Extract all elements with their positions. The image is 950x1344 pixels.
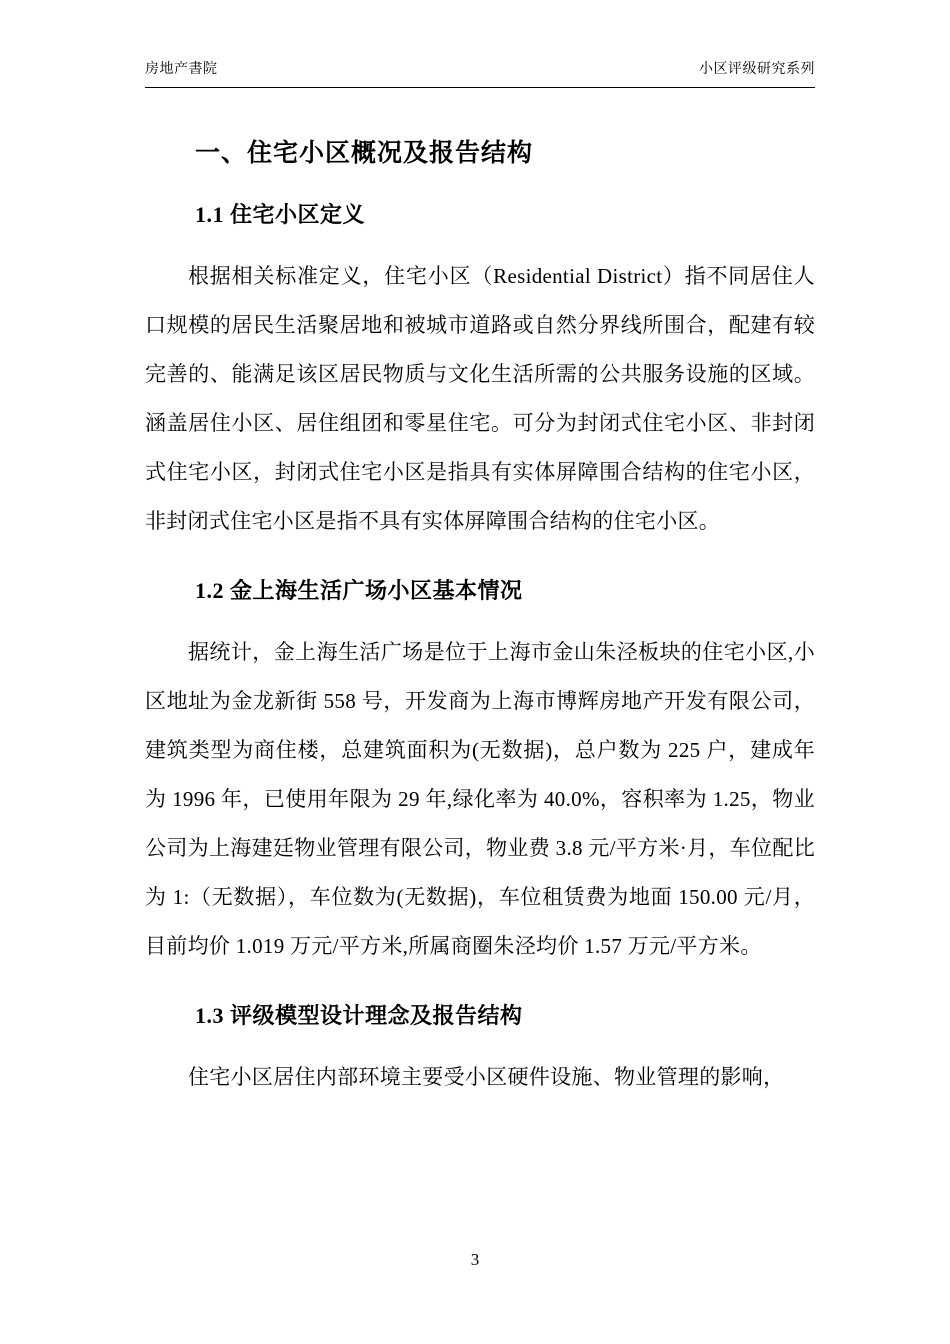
subsection-heading-1-3: 1.3 评级模型设计理念及报告结构: [195, 1003, 523, 1028]
section-heading: 一、住宅小区概况及报告结构: [195, 140, 534, 167]
page-footer: [0, 1250, 950, 1270]
page-header: [145, 58, 815, 88]
header-right-text: 小区评级研究系列: [699, 60, 815, 76]
header-left-text: 房地产書院: [145, 60, 218, 76]
document-body: [145, 138, 815, 1102]
page-number: 3: [470, 1250, 480, 1269]
paragraph-basic-info: 据统计，金上海生活广场是位于上海市金山朱泾板块的住宅小区,小区地址为金龙新街 558 号，开发商为上海市博辉房地产开发有限公司，建筑类型为商住楼，总建筑面积为(无数据)，总户数为 225 户，建成年为 1996 年，已使用年限为 29 年,绿化率为 40.0%，容积率为 1.25，物业公司为上海建廷物业管理有限公司，物业费 3.8 元/平方米·月，车位配比为 1:（无数据），车位数为(无数据)，车位租赁费为地面 150.00 元/月，目前均价 1.019 万元/平方米,所属商圈朱泾均价 1.57 万元/平方米。: [145, 640, 815, 958]
paragraph-definition: 根据相关标准定义，住宅小区（Residential District）指不同居住人口规模的居民生活聚居地和被城市道路或自然分界线所围合，配建有较完善的、能满足该区居民物质与文化生活所需的公共服务设施的区域。涵盖居住小区、居住组团和零星住宅。可分为封闭式住宅小区、非封闭式住宅小区，封闭式住宅小区是指具有实体屏障围合结构的住宅小区，非封闭式住宅小区是指不具有实体屏障围合结构的住宅小区。: [145, 264, 815, 533]
subsection-heading-1-1: 1.1 住宅小区定义: [195, 202, 366, 227]
subsection-heading-1-2: 1.2 金上海生活广场小区基本情况: [195, 578, 523, 603]
paragraph-model-intro: 住宅小区居住内部环境主要受小区硬件设施、物业管理的影响，: [188, 1065, 785, 1089]
